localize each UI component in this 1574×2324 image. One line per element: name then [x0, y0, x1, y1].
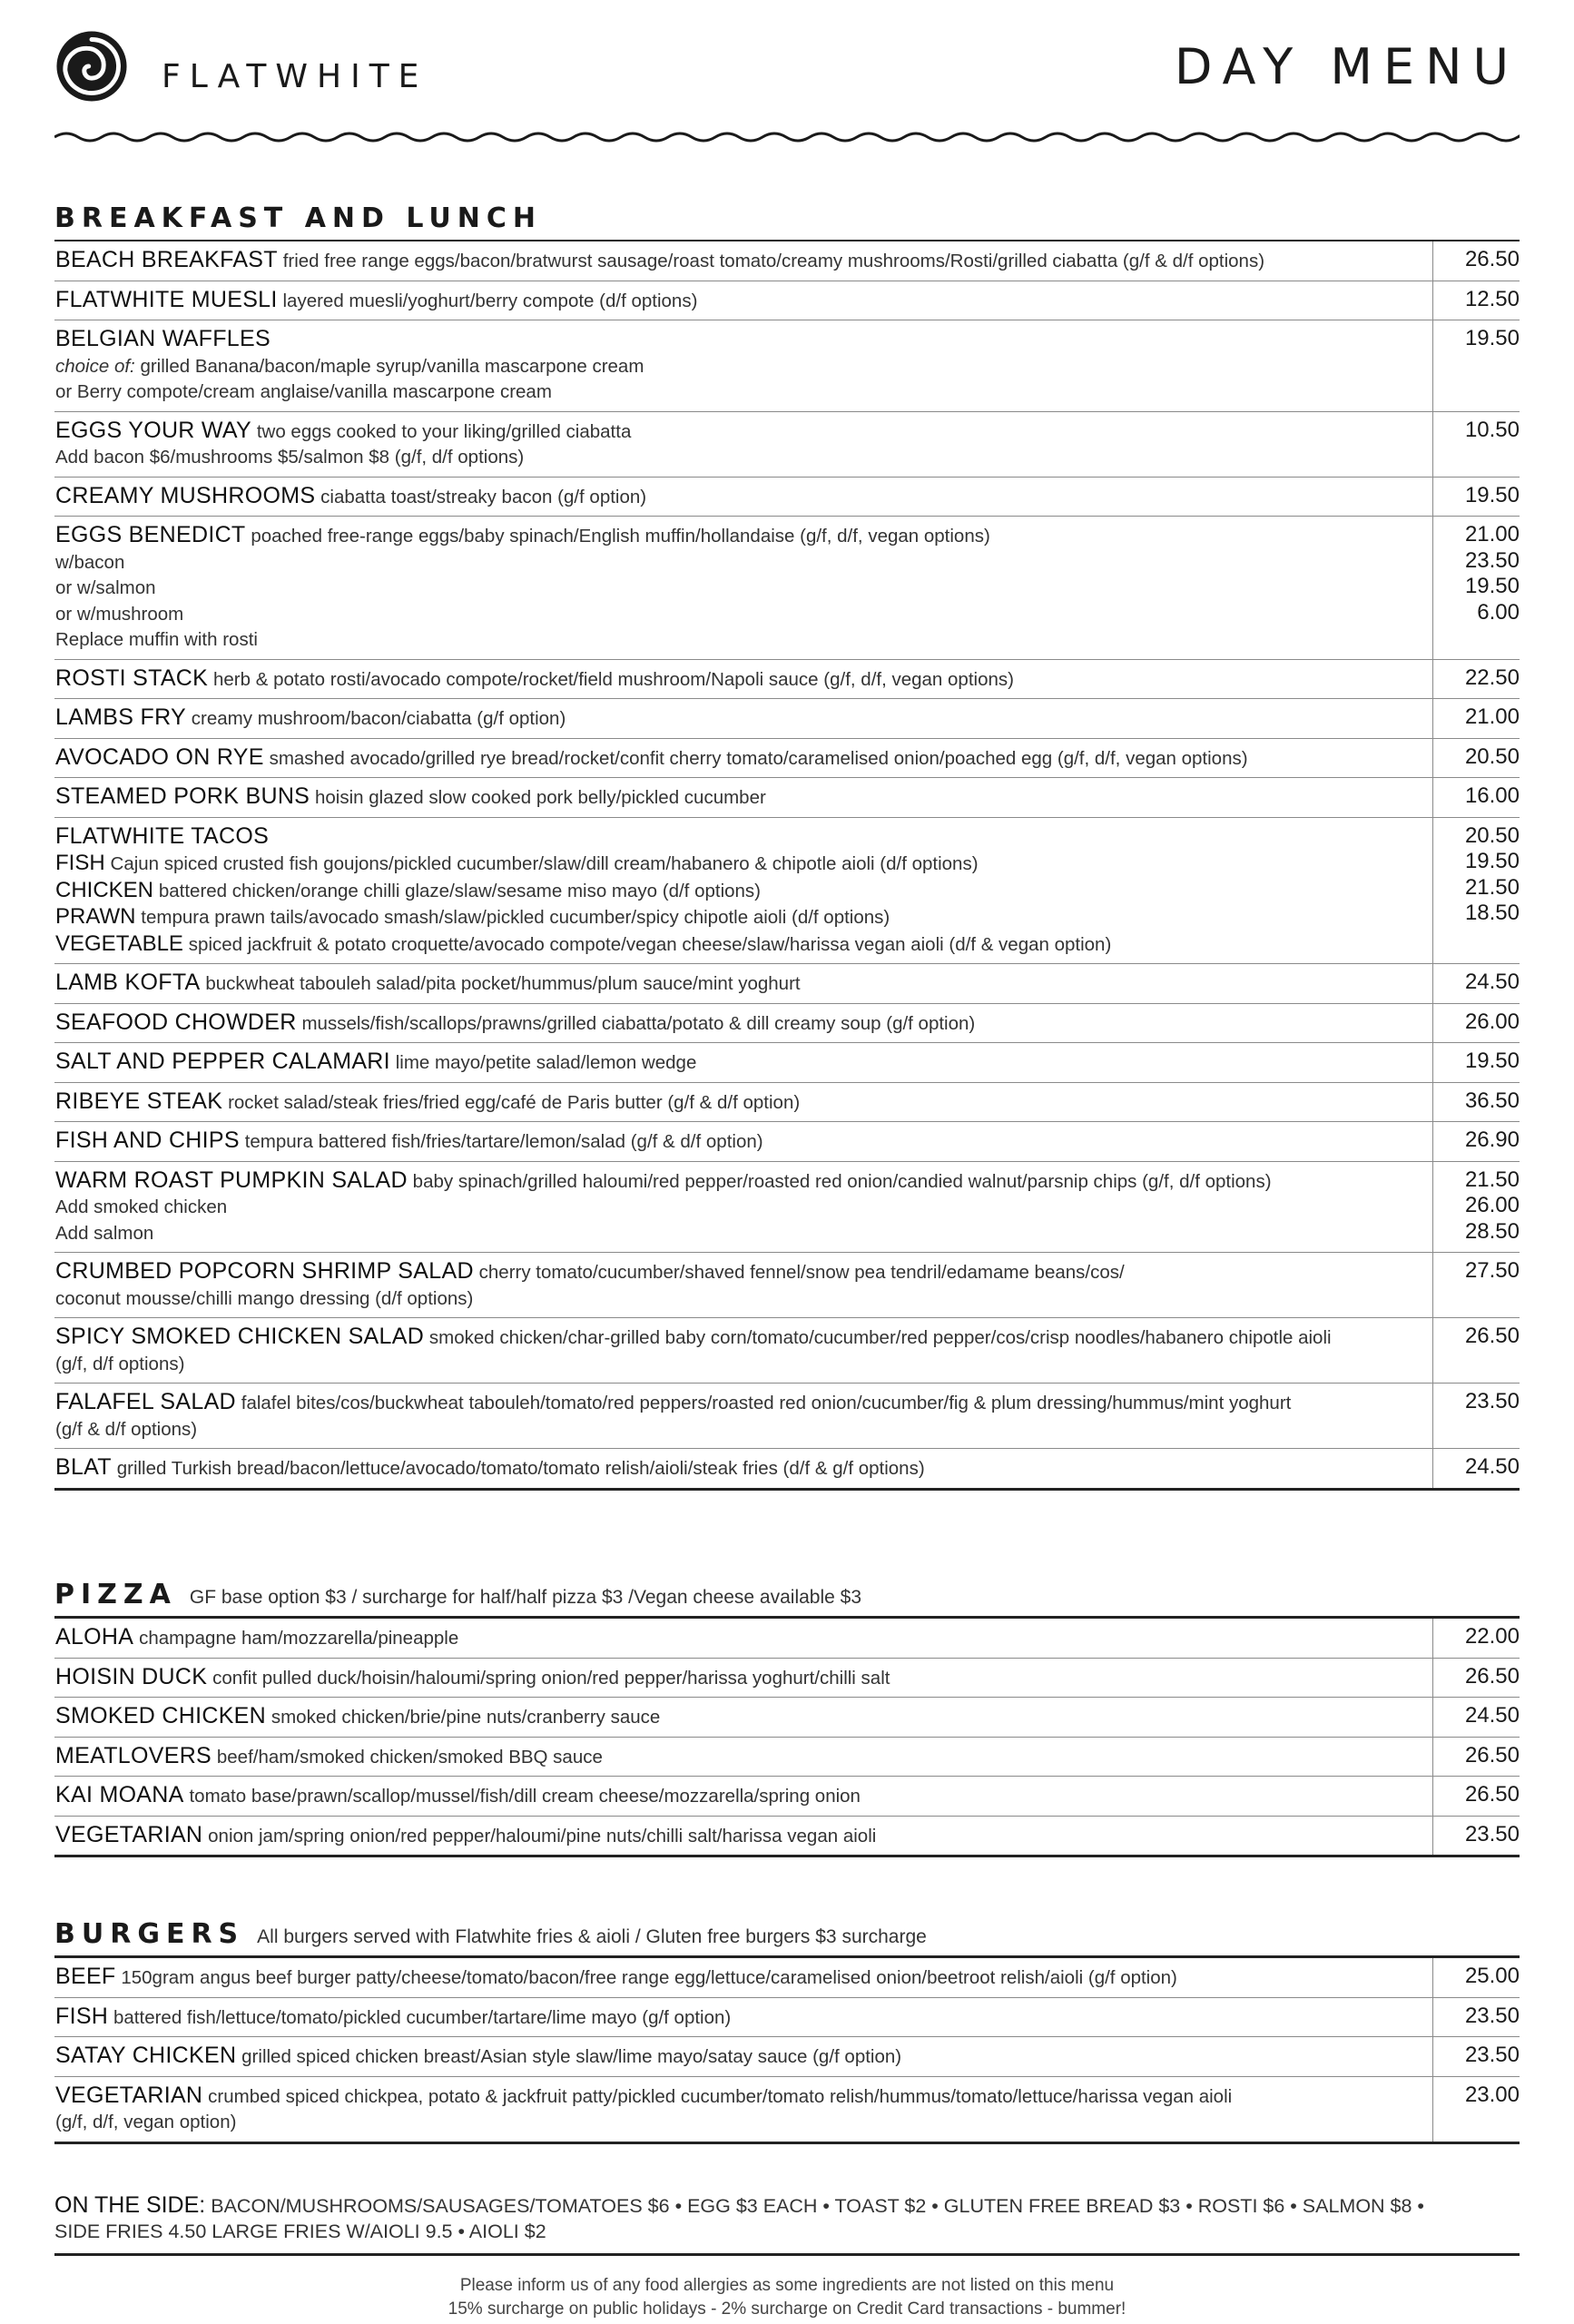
price-column	[1432, 1659, 1520, 1698]
item-line	[55, 970, 1426, 998]
item-price: 26.50	[1464, 1324, 1520, 1348]
option-price: 19.50	[1464, 574, 1520, 598]
price-column	[1432, 818, 1520, 964]
item-description: layered muesli/yoghurt/berry compote (d/f options)	[282, 290, 698, 311]
item-detail: (g/f, d/f options)	[55, 1353, 185, 1374]
price-column	[1432, 778, 1520, 817]
item-body	[54, 1049, 1426, 1077]
item-name: VEGETARIAN	[55, 1821, 203, 1847]
item-body	[54, 704, 1426, 733]
item-line	[55, 704, 1426, 733]
menu-item	[54, 281, 1520, 321]
price-column	[1432, 517, 1520, 659]
sides-line-1	[54, 2192, 1520, 2219]
item-name: AVOCADO ON RYE	[55, 743, 264, 770]
item-detail-lead: choice of:	[55, 355, 135, 377]
price-column	[1432, 1384, 1520, 1448]
item-name: SMOKED CHICKEN	[55, 1703, 267, 1728]
item-name: SATAY CHICKEN	[55, 2043, 237, 2068]
menu-item	[54, 1958, 1520, 1998]
option-price: 6.00	[1477, 599, 1520, 625]
item-line	[55, 744, 1426, 773]
menu-item	[54, 1122, 1520, 1162]
item-body	[54, 665, 1426, 694]
item-description: battered fish/lettuce/tomato/pickled cucumber/tartare/lime mayo (g/f option)	[113, 2006, 732, 2028]
price-column	[1432, 699, 1520, 738]
item-line	[55, 247, 1426, 275]
item-price: 23.00	[1464, 2082, 1520, 2107]
item-price: 26.50	[1464, 1782, 1520, 1807]
menu-item	[54, 778, 1520, 818]
item-price: 26.50	[1464, 1742, 1520, 1768]
item-line	[55, 1964, 1426, 1992]
item-description: lime mayo/petite salad/lemon wedge	[395, 1052, 697, 1073]
price-column	[1432, 412, 1520, 477]
item-price: 20.50	[1464, 743, 1520, 769]
sides-label: ON THE SIDE:	[54, 2192, 206, 2218]
menu-item	[54, 241, 1520, 281]
item-name: EGGS BENEDICT	[55, 522, 246, 547]
item-name: SALT AND PEPPER CALAMARI	[55, 1049, 390, 1074]
item-body	[54, 1454, 1426, 1482]
taco-name: PRAWN	[55, 904, 136, 929]
section-note: All burgers served with Flatwhite fries & aioli / Gluten free burgers $3 surcharge	[257, 1926, 927, 1947]
price-column	[1432, 739, 1520, 778]
item-line	[55, 823, 1426, 852]
item-name: EGGS YOUR WAY	[55, 417, 251, 443]
taco-option	[55, 931, 1426, 959]
item-detail-text: grilled Banana/bacon/maple syrup/vanilla mascarpone cream	[140, 355, 644, 377]
item-description: baby spinach/grilled haloumi/red pepper/roasted red onion/candied walnut/parsnip chips (g/f, d/f options)	[412, 1170, 1272, 1192]
taco-price: 20.50	[1464, 822, 1520, 848]
taco-name: VEGETABLE	[55, 931, 183, 956]
price-column	[1432, 1817, 1520, 1856]
menu-item	[54, 320, 1520, 412]
item-name: ROSTI STACK	[55, 665, 209, 691]
item-detail: or Berry compote/cream anglaise/vanilla mascarpone cream	[55, 381, 552, 402]
item-description: fried free range eggs/bacon/bratwurst sausage/roast tomato/creamy mushrooms/Rosti/grilled ciabatta (g/f & d/f options)	[282, 251, 1265, 271]
item-body	[54, 1964, 1426, 1992]
taco-option	[55, 878, 1426, 905]
section-header	[54, 1917, 1520, 1955]
item-body	[54, 1703, 1426, 1731]
price-column	[1432, 1449, 1520, 1488]
item-price: 24.50	[1464, 1454, 1520, 1479]
item-body	[54, 2083, 1426, 2136]
item-price: 21.00	[1464, 704, 1520, 729]
item-name: BLAT	[55, 1454, 112, 1480]
menu-item	[54, 964, 1520, 1004]
menu-item	[54, 1738, 1520, 1777]
item-description: onion jam/spring onion/red pepper/haloumi/pine nuts/chilli salt/harissa vegan aioli	[208, 1825, 877, 1846]
taco-description: Cajun spiced crusted fish goujons/pickled cucumber/slaw/dill cream/habanero & chipotle aioli (d/f options)	[110, 853, 979, 874]
item-description: poached free-range eggs/baby spinach/English muffin/hollandaise (g/f, d/f, vegan options)	[251, 526, 990, 547]
section-title: PIZZA	[54, 1579, 177, 1610]
price-column	[1432, 1958, 1520, 1997]
item-line	[55, 418, 1426, 446]
item-body	[54, 1324, 1426, 1377]
item-price: 10.50	[1464, 417, 1520, 442]
item-price: 16.00	[1464, 783, 1520, 808]
item-body	[54, 823, 1426, 959]
item-name: LAMBS FRY	[55, 704, 186, 730]
item-option: Add smoked chicken	[55, 1196, 228, 1217]
item-option: Replace muffin with rosti	[55, 629, 258, 650]
taco-name: CHICKEN	[55, 877, 154, 902]
item-line	[55, 1389, 1426, 1417]
item-body	[54, 1624, 1426, 1652]
item-line	[55, 522, 1426, 550]
item-price: 19.50	[1464, 482, 1520, 507]
menu-item	[54, 1162, 1520, 1254]
item-line	[55, 1743, 1426, 1771]
sides-rule	[54, 2253, 1520, 2256]
item-body	[54, 287, 1426, 315]
price-column	[1432, 1122, 1520, 1161]
item-description: beef/ham/smoked chicken/smoked BBQ sauce	[216, 1746, 603, 1768]
item-name: MEATLOVERS	[55, 1742, 212, 1768]
menu-item	[54, 412, 1520, 478]
item-name: BELGIAN WAFFLES	[55, 326, 271, 351]
item-option: w/bacon	[55, 551, 125, 573]
breakfast-items	[54, 241, 1520, 1491]
item-name: FISH AND CHIPS	[55, 1128, 240, 1153]
price-column	[1432, 660, 1520, 699]
menu-item	[54, 1659, 1520, 1699]
item-body	[54, 1088, 1426, 1117]
item-line	[55, 1624, 1426, 1652]
wave-divider	[54, 123, 1520, 151]
item-price: 23.50	[1464, 1389, 1520, 1413]
sides-line-2: SIDE FRIES 4.50 LARGE FRIES W/AIOLI 9.5 • AIOLI $2	[54, 2221, 546, 2242]
item-description: buckwheat tabouleh salad/pita pocket/hummus/plum sauce/mint yoghurt	[205, 973, 801, 994]
menu-item	[54, 1318, 1520, 1384]
item-description: champagne ham/mozzarella/pineapple	[139, 1628, 459, 1649]
item-line	[55, 1128, 1426, 1156]
burger-items	[54, 1958, 1520, 2144]
item-body	[54, 2004, 1426, 2032]
item-line	[55, 1049, 1426, 1077]
item-description: two eggs cooked to your liking/grilled ciabatta	[256, 420, 632, 442]
item-name: FALAFEL SALAD	[55, 1389, 236, 1414]
item-price: 24.50	[1464, 1703, 1520, 1728]
price-column	[1432, 2037, 1520, 2076]
item-body	[54, 1389, 1426, 1443]
price-column	[1432, 1698, 1520, 1737]
item-price: 26.00	[1464, 1009, 1520, 1034]
item-option: or w/salmon	[55, 577, 156, 598]
item-price: 19.50	[1464, 326, 1520, 350]
item-detail	[55, 354, 1426, 380]
item-line	[55, 1664, 1426, 1692]
menu-item	[54, 478, 1520, 517]
item-description: falafel bites/cos/buckwheat tabouleh/tomato/red peppers/roasted red onion/cucumber/fig & plum dressing/hummus/mint yoghurt	[241, 1393, 1292, 1413]
option-price: 26.00	[1464, 1193, 1520, 1217]
item-option: Add salmon	[55, 1222, 154, 1244]
item-price: 24.50	[1464, 970, 1520, 994]
item-line	[55, 1258, 1426, 1286]
price-column	[1432, 1318, 1520, 1383]
item-line	[55, 1822, 1426, 1850]
item-line	[55, 665, 1426, 694]
item-description: hoisin glazed slow cooked pork belly/pickled cucumber	[315, 787, 766, 808]
menu-item	[54, 1449, 1520, 1491]
price-column	[1432, 964, 1520, 1003]
price-column	[1432, 1043, 1520, 1082]
menu-item	[54, 1384, 1520, 1449]
menu-item	[54, 1698, 1520, 1738]
item-body	[54, 783, 1426, 812]
item-line	[55, 1009, 1426, 1038]
item-line	[55, 2043, 1426, 2071]
item-price: 36.50	[1464, 1088, 1520, 1113]
item-body	[54, 744, 1426, 773]
item-line	[55, 1088, 1426, 1117]
item-body	[54, 247, 1426, 275]
item-line	[55, 1703, 1426, 1731]
taco-description: spiced jackfruit & potato croquette/avocado compote/vegan cheese/slaw/harissa vegan aioli (d/f & vegan option)	[188, 933, 1112, 955]
page-title: DAY MENU	[1174, 38, 1520, 95]
item-name: CRUMBED POPCORN SHRIMP SALAD	[55, 1258, 474, 1284]
item-description: grilled Turkish bread/bacon/lettuce/avocado/tomato/tomato relish/aioli/steak fries (d/f & g/f options)	[116, 1458, 925, 1479]
spiral-logo-icon	[54, 29, 129, 103]
item-body	[54, 1128, 1426, 1156]
item-description: mussels/fish/scallops/prawns/grilled ciabatta/potato & dill creamy soup (g/f option)	[301, 1012, 976, 1034]
menu-item	[54, 1043, 1520, 1083]
surcharge-note: 15% surcharge on public holidays - 2% surcharge on Credit Card transactions - bummer!	[448, 2299, 1126, 2319]
section-title: BREAKFAST AND LUNCH	[54, 202, 543, 234]
item-description: tempura battered fish/fries/tartare/lemon/salad (g/f & d/f option)	[244, 1131, 763, 1152]
item-description: tomato base/prawn/scallop/mussel/fish/dill cream cheese/mozzarella/spring onion	[189, 1786, 861, 1807]
menu-item	[54, 1004, 1520, 1044]
menu-header	[54, 22, 1520, 122]
price-column	[1432, 1253, 1520, 1317]
item-body	[54, 326, 1426, 406]
section-title: BURGERS	[54, 1918, 245, 1950]
item-option: or w/mushroom	[55, 603, 184, 625]
item-detail: coconut mousse/chilli mango dressing (d/f options)	[55, 1287, 474, 1309]
menu-item	[54, 1998, 1520, 2038]
item-name: SPICY SMOKED CHICKEN SALAD	[55, 1324, 425, 1349]
item-price: 26.50	[1464, 247, 1520, 271]
item-name: HOISIN DUCK	[55, 1663, 208, 1689]
item-name: LAMB KOFTA	[55, 970, 201, 995]
item-detail: Add bacon $6/mushrooms $5/salmon $8 (g/f, d/f options)	[55, 447, 525, 468]
menu-item	[54, 699, 1520, 739]
option-price: 23.50	[1464, 547, 1520, 573]
item-price: 21.50	[1464, 1167, 1520, 1192]
item-description: confit pulled duck/hoisin/haloumi/spring onion/red pepper/harissa yoghurt/chilli salt	[212, 1667, 890, 1689]
price-column	[1432, 2077, 1520, 2142]
section-breakfast-lunch	[54, 202, 1520, 1491]
item-name: KAI MOANA	[55, 1782, 184, 1807]
item-name: BEEF	[55, 1964, 116, 1989]
item-line	[55, 287, 1426, 315]
item-price: 19.50	[1464, 1049, 1520, 1073]
item-price: 26.90	[1464, 1128, 1520, 1152]
item-name: WARM ROAST PUMPKIN SALAD	[55, 1167, 408, 1193]
item-body	[54, 1664, 1426, 1692]
item-body	[54, 1743, 1426, 1771]
brand-name: FLATWHITE	[162, 58, 428, 95]
menu-item	[54, 1777, 1520, 1817]
item-name: FLATWHITE TACOS	[55, 822, 270, 849]
item-name: FLATWHITE MUESLI	[55, 286, 278, 312]
taco-price: 18.50	[1464, 901, 1520, 925]
footer-notes	[0, 2274, 1574, 2321]
taco-price: 19.50	[1464, 849, 1520, 873]
menu-item	[54, 1619, 1520, 1659]
item-name: CREAMY MUSHROOMS	[55, 482, 316, 508]
taco-name: FISH	[55, 851, 105, 875]
menu-item	[54, 739, 1520, 779]
menu-item	[54, 1253, 1520, 1318]
price-column	[1432, 1619, 1520, 1658]
menu-item	[54, 2037, 1520, 2077]
item-price: 12.50	[1464, 286, 1520, 311]
item-line	[55, 326, 1426, 354]
menu-item	[54, 660, 1520, 700]
menu-item	[54, 517, 1520, 660]
item-description: creamy mushroom/bacon/ciabatta (g/f option)	[191, 708, 566, 729]
item-body	[54, 1167, 1426, 1247]
item-name: SEAFOOD CHOWDER	[55, 1009, 297, 1035]
pizza-items	[54, 1619, 1520, 1857]
item-description: cherry tomato/cucumber/shaved fennel/snow pea tendril/edamame beans/cos/	[478, 1262, 1125, 1283]
section-header	[54, 1578, 1520, 1616]
section-header	[54, 202, 1520, 240]
item-body	[54, 418, 1426, 471]
price-column	[1432, 1004, 1520, 1043]
sides-block	[54, 2192, 1520, 2244]
item-price: 23.50	[1464, 1821, 1520, 1846]
menu-item	[54, 2077, 1520, 2144]
item-description: crumbed spiced chickpea, potato & jackfruit patty/pickled cucumber/tomato relish/hummus/tomato/lettuce/harissa vegan aioli	[208, 2085, 1233, 2107]
menu-item	[54, 818, 1520, 965]
price-column	[1432, 320, 1520, 411]
price-column	[1432, 1777, 1520, 1816]
item-line	[55, 2004, 1426, 2032]
item-name: FISH	[55, 2003, 109, 2029]
item-name: RIBEYE STEAK	[55, 1088, 223, 1114]
taco-option	[55, 851, 1426, 878]
taco-description: tempura prawn tails/avocado smash/slaw/pickled cucumber/spicy chipotle aioli (d/f options)	[141, 907, 890, 928]
item-name: BEACH BREAKFAST	[55, 247, 278, 272]
item-price: 26.50	[1464, 1663, 1520, 1689]
section-note: GF base option $3 / surcharge for half/half pizza $3 /Vegan cheese available $3	[189, 1587, 862, 1608]
item-line	[55, 483, 1426, 511]
item-description: herb & potato rosti/avocado compote/rocket/field mushroom/Napoli sauce (g/f, d/f, vegan options)	[212, 668, 1014, 690]
item-body	[54, 483, 1426, 511]
taco-price: 21.50	[1464, 874, 1520, 900]
price-column	[1432, 241, 1520, 281]
item-description: smoked chicken/brie/pine nuts/cranberry sauce	[271, 1707, 661, 1728]
menu-item	[54, 1817, 1520, 1858]
item-detail: (g/f, d/f, vegan option)	[55, 2112, 237, 2132]
item-price: 23.50	[1464, 2043, 1520, 2067]
section-pizza	[54, 1578, 1520, 1857]
option-price: 21.00	[1464, 522, 1520, 547]
item-description: smashed avocado/grilled rye bread/rocket/confit cherry tomato/caramelised onion/poached egg (g/f, d/f, vegan options)	[269, 747, 1248, 769]
item-line	[55, 2083, 1426, 2111]
item-price: 22.00	[1464, 1624, 1520, 1649]
item-description: ciabatta toast/streaky bacon (g/f option)	[320, 486, 647, 507]
item-line	[55, 1324, 1426, 1352]
item-body	[54, 970, 1426, 998]
allergy-note: Please inform us of any food allergies as some ingredients are not listed on this menu	[459, 2276, 1115, 2295]
item-line	[55, 1454, 1426, 1482]
price-column	[1432, 281, 1520, 320]
item-description: 150gram angus beef burger patty/cheese/tomato/bacon/free range egg/lettuce/caramelised onion/beetroot relish/aioli (g/f option)	[121, 1967, 1177, 1988]
price-column	[1432, 1083, 1520, 1122]
item-name: ALOHA	[55, 1624, 134, 1649]
price-column	[1432, 1998, 1520, 2037]
item-body	[54, 522, 1426, 654]
item-line	[55, 1782, 1426, 1810]
item-price: 23.50	[1464, 2003, 1520, 2028]
item-body	[54, 1009, 1426, 1038]
item-detail: (g/f & d/f options)	[55, 1418, 198, 1440]
item-body	[54, 1822, 1426, 1850]
section-burgers	[54, 1917, 1520, 2144]
option-price: 28.50	[1464, 1218, 1520, 1244]
item-price: 25.00	[1464, 1964, 1520, 1988]
price-column	[1432, 1162, 1520, 1253]
item-price: 27.50	[1464, 1258, 1520, 1283]
item-description: grilled spiced chicken breast/Asian style slaw/lime mayo/satay sauce (g/f option)	[241, 2046, 902, 2067]
item-body	[54, 1782, 1426, 1810]
item-line	[55, 1167, 1426, 1196]
item-description: smoked chicken/char-grilled baby corn/tomato/cucumber/red pepper/cos/crisp noodles/habanero chipotle aioli	[428, 1327, 1332, 1348]
item-line	[55, 783, 1426, 812]
item-description: rocket salad/steak fries/fried egg/café de Paris butter (g/f & d/f option)	[228, 1091, 801, 1113]
taco-option	[55, 904, 1426, 931]
item-body	[54, 1258, 1426, 1312]
price-column	[1432, 478, 1520, 517]
item-name: STEAMED PORK BUNS	[55, 783, 310, 809]
taco-description: battered chicken/orange chilli glaze/slaw/sesame miso mayo (d/f options)	[158, 880, 762, 901]
sides-list: BACON/MUSHROOMS/SAUSAGES/TOMATOES $6 • EGG $3 EACH • TOAST $2 • GLUTEN FREE BREAD $3 • ROSTI $6 • SALMON $8 •	[211, 2195, 1424, 2217]
price-column	[1432, 1738, 1520, 1777]
item-body	[54, 2043, 1426, 2071]
item-name: VEGETARIAN	[55, 2082, 203, 2108]
menu-item	[54, 1083, 1520, 1123]
item-price: 22.50	[1464, 665, 1520, 690]
